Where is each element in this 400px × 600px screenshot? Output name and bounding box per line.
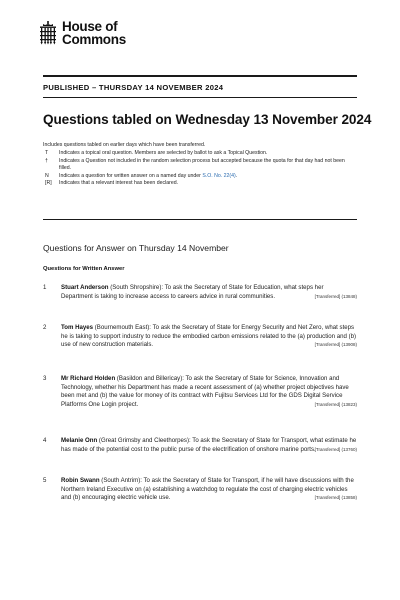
logo-line-1: House of [62, 19, 118, 34]
sub-heading: Questions for Written Answer [43, 266, 125, 272]
question-item [43, 477, 357, 503]
transferred-tag: [Transferred] (13760) [314, 446, 357, 452]
transferred-tag: [Transferred] (13823) [314, 401, 357, 407]
question-item [43, 437, 357, 454]
question-text: (South Antrim): To ask the Secretary of State for Transport, if he will have discussions with the Northern Ireland Executive on (a) establishing a watchdog to regulate the cost of charging electric vehicles and (b) encouraging electric vehicle use. [61, 477, 354, 502]
portcullis-icon [38, 21, 58, 45]
question-item [43, 324, 357, 350]
key-intro: Includes questions tabled on earlier days which have been transferred. [43, 142, 206, 148]
symbol-key [43, 142, 357, 187]
question-item [43, 284, 357, 301]
transferred-tag: [Transferred] (13848) [314, 293, 357, 299]
standing-order-link[interactable]: S.O. No. 22(4) [202, 172, 236, 179]
key-item: † Indicates a Question not included in the random selection process but accepted because the quota for that day had not been filled. [45, 157, 345, 172]
key-item: [R] Indicates that a relevant interest has been declared. [45, 180, 179, 187]
transferred-tag: [Transferred] (13908) [314, 342, 357, 348]
member-name: Robin Swann [61, 477, 100, 484]
member-name: Stuart Anderson [61, 284, 109, 291]
question-number: 4 [43, 437, 47, 444]
question-item [43, 375, 357, 409]
question-text: (Bournemouth East): To ask the Secretary of State for Energy Security and Net Zero, what steps he is taking to support industry to reduce the embodied carbon emissions related to the (a) production and (b) use of new construction materials. [61, 324, 357, 349]
question-number: 1 [43, 284, 47, 291]
question-number: 3 [43, 375, 47, 382]
question-text: (Basildon and Billericay): To ask the Secretary of State for Science, Innovation and Technology, whether his Department has made a recent assessment of (a) whether project objectives have been met and (b) the value for money of its contract with Fujitsu Services Ltd for the GDS Digital Service Platforms One Login project. [61, 375, 349, 408]
top-rule [43, 75, 357, 77]
published-rule [43, 97, 357, 98]
published-date: PUBLISHED – THURSDAY 14 NOVEMBER 2024 [43, 83, 224, 92]
member-name: Mr Richard Holden [61, 375, 116, 382]
key-item: T Indicates a topical oral question. Members are selected by ballot to ask a Topical Question. [45, 150, 268, 157]
house-of-commons-logo [38, 20, 126, 46]
member-name: Tom Hayes [61, 324, 94, 331]
page-title: Questions tabled on Wednesday 13 November 2024 [43, 112, 372, 127]
section-rule [43, 219, 357, 220]
question-text: (Great Grimsby and Cleethorpes): To ask the Secretary of State for Transport, what estimate he has made of the potential cost to the public purse of the electrification of onshore marine ports. [61, 437, 357, 453]
question-text: (South Shropshire): To ask the Secretary of State for Education, what steps her Department is taking to increase access to careers advice in rural communities. [61, 284, 324, 300]
key-item: N Indicates a question for written answer on a named day under S.O. No. 22(4). [45, 172, 238, 179]
question-number: 2 [43, 324, 47, 331]
section-heading: Questions for Answer on Thursday 14 November [43, 243, 229, 253]
question-number: 5 [43, 477, 47, 484]
transferred-tag: [Transferred] (13858) [314, 495, 357, 501]
member-name: Melanie Onn [61, 437, 98, 444]
logo-line-2: Commons [62, 32, 126, 47]
